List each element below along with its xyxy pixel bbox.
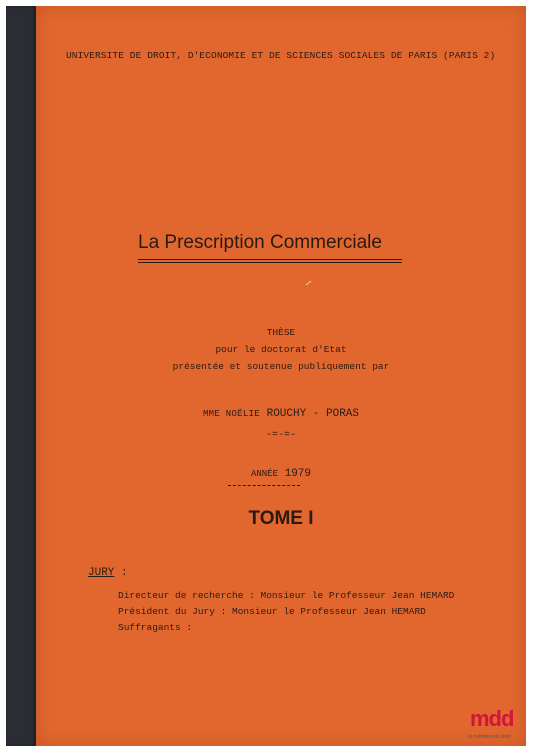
presented-line: présentée et soutenue publiquement par: [172, 361, 390, 372]
these-heading: THÈSE: [266, 327, 296, 338]
year-underline: [228, 485, 300, 486]
thesis-cover: [36, 6, 526, 746]
jury-president: Président du Jury : Monsieur le Professeur Jean HEMARD: [118, 606, 426, 617]
stray-mark: [305, 280, 313, 286]
university-header: UNIVERSITE DE DROIT, D'ECONOMIE ET DE SCIENCES SOCIALES DE PARIS (PARIS 2): [66, 50, 496, 61]
year-line: [36, 468, 526, 480]
tome-heading: TOME I: [248, 508, 314, 529]
year-label: ANNÉE: [250, 469, 278, 479]
author-first-name: MME NOËLIE: [202, 409, 260, 419]
logo-subtitle: la mémoire du droit: [468, 734, 511, 740]
binding-spine: [6, 6, 37, 746]
jury-director: Directeur de recherche : Monsieur le Professeur Jean HEMARD: [118, 590, 455, 601]
author-last-name: ROUCHY - PORAS: [266, 408, 360, 420]
jury-suffragants: Suffragants :: [118, 622, 193, 633]
separator: -=-=-: [265, 430, 296, 441]
mdd-logo: [470, 708, 530, 750]
jury-label-text: JURY: [88, 567, 115, 579]
thesis-title: La Prescription Commerciale: [138, 232, 382, 253]
jury-label-colon: :: [114, 567, 128, 579]
author-line: [36, 408, 526, 420]
title-underline-second: [138, 262, 402, 263]
title-underline: [138, 259, 402, 260]
doctorate-line: pour le doctorat d'Etat: [215, 344, 347, 355]
year-value: 1979: [284, 468, 312, 480]
logo-text: mdd: [470, 706, 514, 731]
jury-label: [88, 567, 128, 579]
